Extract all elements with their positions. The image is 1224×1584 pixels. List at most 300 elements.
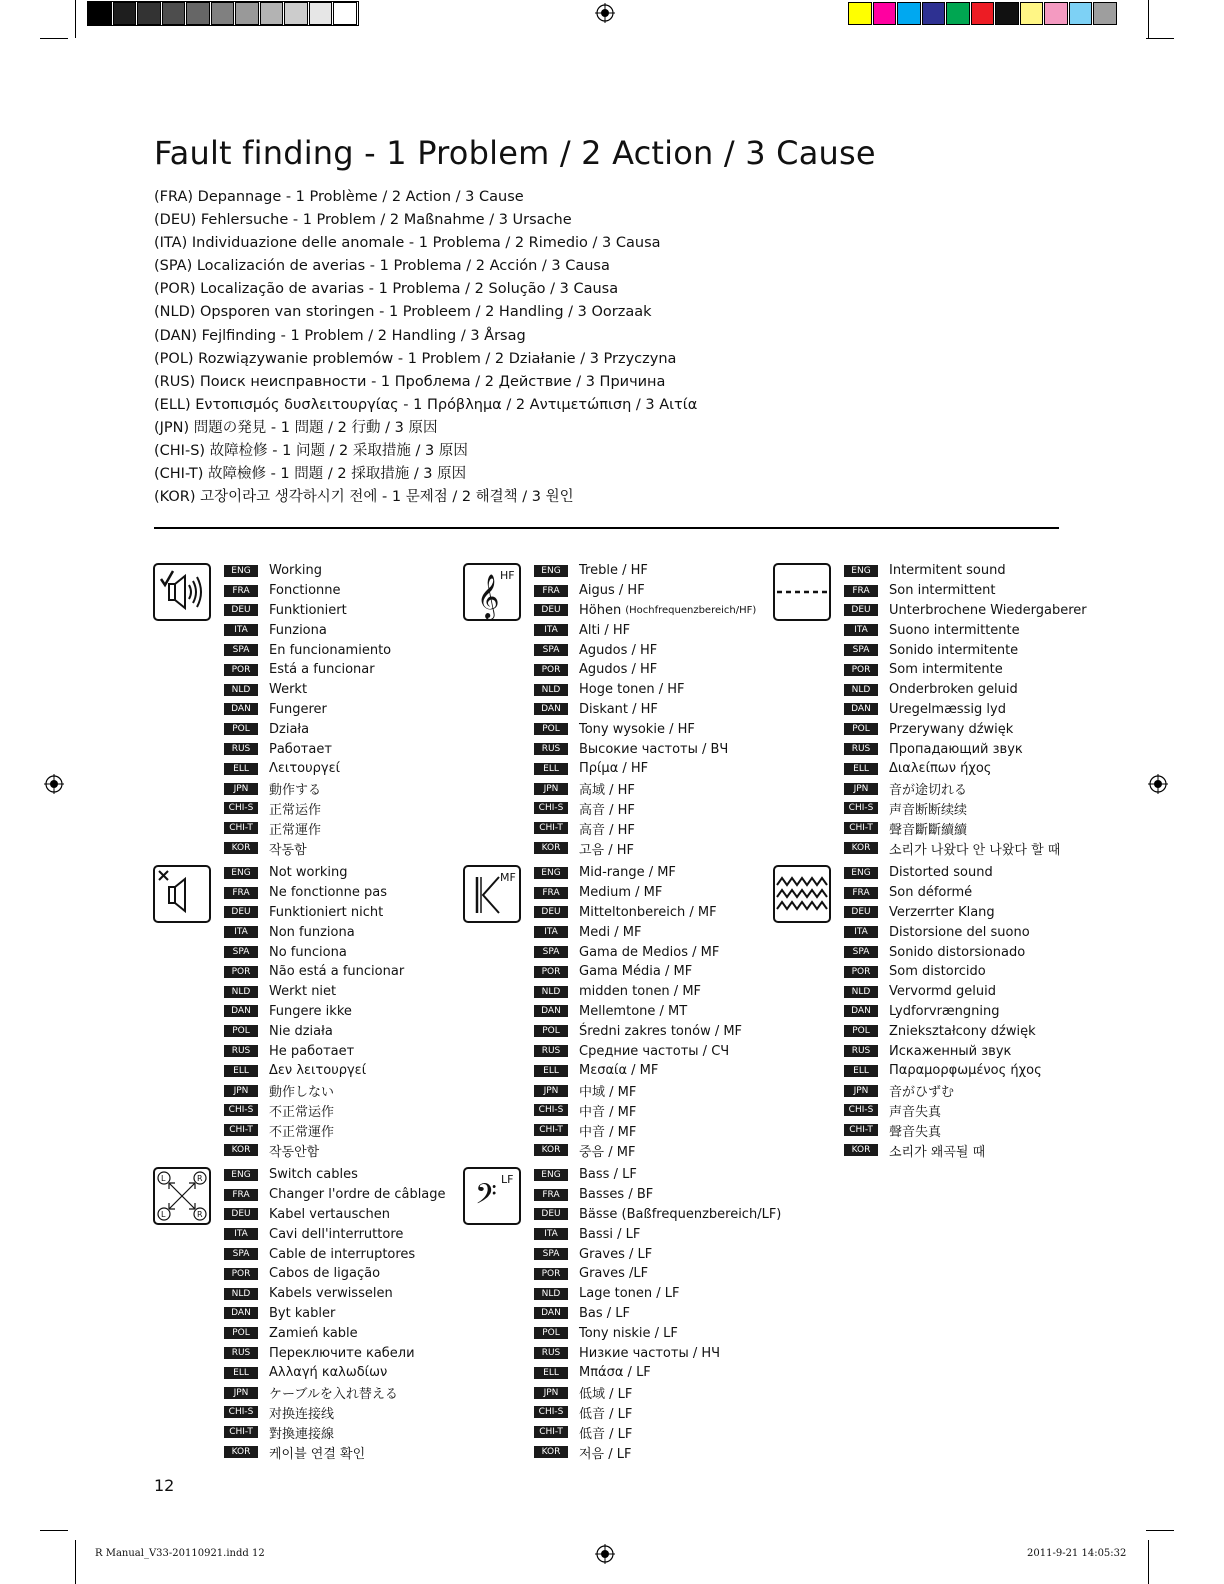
translation-text: Sonido distorsionado — [889, 944, 1026, 960]
language-code-badge: RUS — [844, 1045, 878, 1057]
translation-text: Λειτουργεί — [269, 761, 340, 777]
list-item — [534, 1442, 781, 1462]
language-code-badge: DEU — [844, 906, 878, 918]
language-code-badge: SPA — [844, 644, 878, 656]
page-title: Fault finding - 1 Problem / 2 Action / 3 Cause — [154, 134, 876, 172]
language-code-badge: NLD — [844, 986, 878, 998]
list-item — [534, 1165, 781, 1185]
color-swatch — [922, 2, 946, 25]
list-intermittent — [844, 561, 1087, 858]
language-code-badge: ELL — [844, 1065, 878, 1077]
language-code-badge: JPN — [224, 1387, 258, 1399]
list-item — [844, 1081, 1042, 1101]
translation-text: 音がひずむ — [889, 1085, 955, 1101]
translation-line: (CHI-S) 故障检修 - 1 问题 / 2 采取措施 / 3 原因 — [154, 443, 468, 460]
translation-text: Bassi / LF — [579, 1226, 641, 1242]
list-item — [224, 1021, 404, 1041]
list-item — [224, 581, 391, 601]
list-item — [224, 779, 391, 799]
list-item — [224, 601, 391, 621]
list-item — [224, 1403, 446, 1423]
language-code-badge: DAN — [534, 1005, 568, 1017]
language-code-badge: SPA — [224, 946, 258, 958]
list-not-working — [224, 863, 404, 1160]
list-item — [534, 601, 756, 621]
language-code-badge: KOR — [224, 1144, 258, 1156]
svg-text:HF: HF — [500, 569, 515, 582]
color-swatch — [1020, 2, 1044, 25]
svg-text:MF: MF — [500, 871, 516, 884]
language-code-badge: JPN — [844, 783, 878, 795]
translation-text: Werkt niet — [269, 984, 337, 1000]
list-item — [534, 660, 756, 680]
translation-text: 音が途切れる — [889, 783, 968, 799]
translation-text: Unterbrochene Wiedergaberer — [889, 602, 1087, 618]
translation-text: midden tonen / MF — [579, 984, 702, 1000]
list-item — [844, 719, 1087, 739]
list-item — [844, 883, 1042, 903]
language-code-badge: KOR — [534, 1446, 568, 1458]
translation-text: Working — [269, 563, 323, 579]
language-code-badge: CHI-T — [844, 1124, 878, 1136]
translation-text: Δεν λειτουργεί — [269, 1063, 367, 1079]
translation-text: 对换连接线 — [269, 1406, 335, 1422]
language-code-badge: ELL — [224, 763, 258, 775]
translation-text: Nie działa — [269, 1023, 333, 1039]
language-code-badge: FRA — [534, 585, 568, 597]
list-item — [534, 1343, 781, 1363]
translation-text: 不正常运作 — [269, 1104, 335, 1120]
language-code-badge: RUS — [224, 1045, 258, 1057]
language-code-badge: CHI-S — [534, 802, 568, 814]
translation-text: 低音 / LF — [579, 1406, 633, 1422]
language-code-badge: CHI-T — [534, 1426, 568, 1438]
language-code-badge: POR — [534, 966, 568, 978]
translation-text: Zniekształcony dźwięk — [889, 1023, 1036, 1039]
translation-text: 中域 / MF — [579, 1085, 637, 1101]
language-code-badge: KOR — [844, 842, 878, 854]
translation-text: 中音 / MF — [579, 1104, 637, 1120]
translation-line: (FRA) Depannage - 1 Problème / 2 Action / 3 Cause — [154, 189, 524, 205]
translation-text: Graves /LF — [579, 1266, 649, 1282]
color-swatch — [897, 2, 921, 25]
color-swatch — [211, 2, 235, 25]
language-code-badge: KOR — [224, 1446, 258, 1458]
list-item — [844, 838, 1087, 858]
list-item — [224, 1101, 404, 1121]
translation-text: Работает — [269, 741, 332, 757]
translation-text: Som intermitente — [889, 662, 1003, 678]
language-code-badge: POL — [224, 723, 258, 735]
list-item — [534, 1021, 742, 1041]
language-code-badge: CHI-S — [224, 1104, 258, 1116]
language-code-badge: CHI-T — [534, 1124, 568, 1136]
list-item — [844, 962, 1042, 982]
list-item — [224, 942, 404, 962]
language-code-badge: DAN — [534, 1307, 568, 1319]
translation-text: Alti / HF — [579, 622, 631, 638]
translation-line: (POR) Localização de avarias - 1 Problema / 2 Solução / 3 Causa — [154, 281, 619, 298]
list-item — [224, 1244, 446, 1264]
language-code-badge: FRA — [224, 1189, 258, 1201]
translation-text: Fonctionne — [269, 583, 341, 599]
list-item — [534, 1224, 781, 1244]
translation-text: Высокие частоты / ВЧ — [579, 741, 729, 757]
color-swatch — [995, 2, 1019, 25]
language-code-badge: POL — [224, 1327, 258, 1339]
language-code-badge: ENG — [534, 1169, 568, 1181]
language-code-badge: CHI-S — [844, 802, 878, 814]
bass-clef-icon — [463, 1167, 521, 1225]
language-code-badge: ENG — [844, 867, 878, 879]
translation-text: Kabels verwisselen — [269, 1286, 393, 1302]
list-item — [534, 982, 742, 1002]
translation-text: Διαλείπων ήχος — [889, 761, 992, 777]
translation-text: Mellemtone / MT — [579, 1003, 688, 1019]
language-code-badge: POR — [224, 664, 258, 676]
color-swatch — [113, 2, 137, 25]
language-code-badge: DEU — [534, 906, 568, 918]
translation-line: (RUS) Поиск неисправности - 1 Проблема / 2 Действие / 3 Причина — [154, 373, 666, 390]
language-code-badge: RUS — [534, 743, 568, 755]
language-code-badge: CHI-S — [224, 802, 258, 814]
translation-text: Tony wysokie / HF — [579, 721, 695, 737]
list-item — [224, 1264, 446, 1284]
translation-text: Suono intermittente — [889, 622, 1020, 638]
list-item — [224, 719, 391, 739]
translation-line: (DEU) Fehlersuche - 1 Problem / 2 Maßnahme / 3 Ursache — [154, 212, 572, 229]
color-bar — [848, 2, 1118, 25]
svg-text:L: L — [161, 1174, 166, 1183]
svg-text:𝄞: 𝄞 — [477, 574, 500, 618]
list-item — [844, 1140, 1042, 1160]
language-code-badge: FRA — [224, 887, 258, 899]
language-code-badge: JPN — [844, 1085, 878, 1097]
language-code-badge: DEU — [534, 604, 568, 616]
language-code-badge: POR — [534, 1268, 568, 1280]
translation-line: (JPN) 問題の発見 - 1 問題 / 2 行動 / 3 原因 — [154, 419, 438, 436]
crop-mark — [75, 0, 76, 38]
list-item — [534, 1081, 742, 1101]
list-item — [534, 1061, 742, 1081]
list-item — [534, 1205, 781, 1225]
translation-text: No funciona — [269, 944, 347, 960]
translation-text: Treble / HF — [579, 563, 648, 579]
color-swatch — [137, 2, 161, 25]
translation-text: Cabos de ligação — [269, 1266, 381, 1282]
list-item — [224, 1120, 404, 1140]
list-item — [534, 1120, 742, 1140]
translation-text: 声音断断续续 — [889, 802, 968, 818]
title-translations — [154, 186, 697, 509]
language-code-badge: ELL — [844, 763, 878, 775]
translation-text: 소리가 나왔다 안 나왔다 할 때 — [889, 842, 1061, 858]
language-code-badge: RUS — [844, 743, 878, 755]
list-item — [534, 680, 756, 700]
svg-text:LF: LF — [501, 1173, 514, 1186]
list-item — [224, 1185, 446, 1205]
list-item — [844, 903, 1042, 923]
language-code-badge: DEU — [224, 906, 258, 918]
midrange-icon — [463, 865, 521, 923]
list-item — [224, 982, 404, 1002]
list-item — [224, 922, 404, 942]
translation-text: Werkt — [269, 682, 308, 698]
language-code-badge: POR — [224, 966, 258, 978]
language-code-badge: ITA — [224, 926, 258, 938]
translation-text: Verzerrter Klang — [889, 904, 995, 920]
translation-text: Πρίμα / HF — [579, 761, 649, 777]
translation-text: 聲音斷斷續續 — [889, 822, 968, 838]
list-item — [534, 620, 756, 640]
language-code-badge: ENG — [534, 867, 568, 879]
language-code-badge: DEU — [844, 604, 878, 616]
list-item — [844, 1041, 1042, 1061]
list-distorted — [844, 863, 1042, 1160]
distorted-sound-icon — [773, 865, 831, 923]
list-item — [224, 883, 404, 903]
language-code-badge: NLD — [534, 684, 568, 696]
translation-text: Bass / LF — [579, 1167, 637, 1183]
language-code-badge: DAN — [224, 1005, 258, 1017]
translation-text: Diskant / HF — [579, 701, 658, 717]
list-item — [224, 660, 391, 680]
list-item — [844, 561, 1087, 581]
intermittent-sound-icon — [773, 563, 831, 621]
language-code-badge: CHI-T — [534, 822, 568, 834]
color-swatch — [88, 2, 112, 25]
list-switch-cables — [224, 1165, 446, 1462]
list-item — [844, 1002, 1042, 1022]
language-code-badge: NLD — [534, 1288, 568, 1300]
file-slug: R Manual_V33-20110921.indd 12 — [95, 1548, 265, 1559]
translation-text: Mitteltonbereich / MF — [579, 904, 717, 920]
language-code-badge: RUS — [224, 743, 258, 755]
list-item — [534, 818, 756, 838]
color-swatch — [333, 2, 357, 25]
list-item — [224, 1383, 446, 1403]
language-code-badge: NLD — [224, 684, 258, 696]
language-code-badge: ENG — [224, 565, 258, 577]
translation-text: Funziona — [269, 622, 327, 638]
list-item — [224, 561, 391, 581]
translation-text: Son déformé — [889, 885, 973, 901]
language-code-badge: POL — [534, 723, 568, 735]
list-item — [224, 1041, 404, 1061]
translation-text: 고음 / HF — [579, 842, 635, 858]
translation-text: Działa — [269, 721, 310, 737]
list-item — [844, 799, 1087, 819]
translation-text: Μεσαία / MF — [579, 1063, 659, 1079]
translation-text: 聲音失真 — [889, 1124, 942, 1140]
list-item — [534, 719, 756, 739]
language-code-badge: RUS — [534, 1347, 568, 1359]
translation-text: Gama de Medios / MF — [579, 944, 720, 960]
speaker-working-icon — [153, 563, 211, 621]
language-code-badge: POR — [844, 966, 878, 978]
language-code-badge: POL — [224, 1025, 258, 1037]
list-item — [224, 1284, 446, 1304]
list-item — [534, 1101, 742, 1121]
language-code-badge: CHI-T — [224, 822, 258, 834]
list-item — [534, 739, 756, 759]
language-code-badge: POR — [844, 664, 878, 676]
list-item — [534, 1185, 781, 1205]
list-item — [224, 863, 404, 883]
translation-text: 소리가 왜곡될 때 — [889, 1144, 986, 1160]
list-item — [224, 620, 391, 640]
list-item — [224, 680, 391, 700]
list-item — [224, 1205, 446, 1225]
page-number: 12 — [154, 1476, 175, 1495]
list-item — [224, 700, 391, 720]
list-item — [844, 700, 1087, 720]
translation-text: Fungerer — [269, 701, 327, 717]
list-item — [844, 739, 1087, 759]
color-swatch — [946, 2, 970, 25]
date-slug: 2011-9-21 14:05:32 — [1027, 1548, 1127, 1559]
language-code-badge: ITA — [224, 624, 258, 636]
color-swatch — [1044, 2, 1068, 25]
list-item — [844, 942, 1042, 962]
language-code-badge: DAN — [844, 1005, 878, 1017]
translation-line: (POL) Rozwiązywanie problemów - 1 Problem / 2 Działanie / 3 Przyczyna — [154, 350, 677, 367]
language-code-badge: ELL — [224, 1367, 258, 1379]
list-item — [844, 660, 1087, 680]
treble-clef-icon — [463, 563, 521, 621]
translation-text: Низкие частоты / НЧ — [579, 1345, 721, 1361]
language-code-badge: FRA — [534, 887, 568, 899]
list-item — [844, 759, 1087, 779]
translation-text: Lydforvrængning — [889, 1003, 1000, 1019]
list-item — [534, 1041, 742, 1061]
list-item — [534, 1244, 781, 1264]
language-code-badge: KOR — [534, 842, 568, 854]
translation-text: Ne fonctionne pas — [269, 885, 388, 901]
translation-text: 声音失真 — [889, 1104, 942, 1120]
translation-line: (ITA) Individuazione delle anomale - 1 Problema / 2 Rimedio / 3 Causa — [154, 235, 661, 252]
list-item — [844, 1101, 1042, 1121]
svg-text:R: R — [197, 1174, 203, 1183]
language-code-badge: DAN — [844, 703, 878, 715]
translation-text: Lage tonen / LF — [579, 1286, 680, 1302]
translation-text: 中音 / MF — [579, 1124, 637, 1140]
list-item — [844, 779, 1087, 799]
color-swatch — [162, 2, 186, 25]
translation-line: (SPA) Localización de averias - 1 Problema / 2 Acción / 3 Causa — [154, 258, 610, 275]
list-item — [844, 818, 1087, 838]
registration-mark-icon — [44, 774, 64, 794]
list-item — [224, 739, 391, 759]
translation-line: (DAN) Fejlfinding - 1 Problem / 2 Handling / 3 Årsag — [154, 327, 526, 344]
translation-text: Non funziona — [269, 924, 355, 940]
translation-text: 중음 / MF — [579, 1144, 636, 1160]
translation-text: Bas / LF — [579, 1305, 631, 1321]
translation-text: Αλλαγή καλωδίων — [269, 1365, 388, 1381]
translation-text: 動作する — [269, 783, 322, 799]
list-item — [224, 1224, 446, 1244]
registration-mark-icon — [595, 3, 615, 23]
color-swatch — [260, 2, 284, 25]
language-code-badge: SPA — [534, 1248, 568, 1260]
list-item — [224, 1081, 404, 1101]
translation-text: Byt kabler — [269, 1305, 336, 1321]
list-working — [224, 561, 391, 858]
translation-text: 正常运作 — [269, 802, 322, 818]
list-item — [844, 581, 1087, 601]
language-code-badge: POL — [844, 723, 878, 735]
list-item — [534, 883, 742, 903]
language-code-badge: SPA — [224, 1248, 258, 1260]
language-code-badge: ELL — [534, 763, 568, 775]
language-code-badge: ELL — [534, 1367, 568, 1379]
language-code-badge: POR — [224, 1268, 258, 1280]
translation-line: (CHI-T) 故障檢修 - 1 問題 / 2 採取措施 / 3 原因 — [154, 466, 467, 483]
translation-text: Kabel vertauschen — [269, 1206, 390, 1222]
color-swatch — [309, 2, 333, 25]
list-item — [534, 640, 756, 660]
translation-text: 작동안함 — [269, 1144, 320, 1160]
language-code-badge: POL — [534, 1327, 568, 1339]
language-code-badge: FRA — [844, 585, 878, 597]
language-code-badge: ENG — [844, 565, 878, 577]
translation-text: Agudos / HF — [579, 642, 658, 658]
list-item — [534, 700, 756, 720]
translation-text: Está a funcionar — [269, 662, 375, 678]
translation-text: 動作しない — [269, 1085, 335, 1101]
list-item — [534, 1284, 781, 1304]
list-item — [534, 922, 742, 942]
color-swatch — [848, 2, 872, 25]
list-item — [224, 838, 391, 858]
language-code-badge: CHI-T — [224, 1124, 258, 1136]
color-swatch — [186, 2, 210, 25]
language-code-badge: CHI-S — [534, 1406, 568, 1418]
translation-text: Przerywany dźwięk — [889, 721, 1014, 737]
language-code-badge: ENG — [224, 1169, 258, 1181]
translation-text: 不正常運作 — [269, 1124, 335, 1140]
svg-text:𝄢: 𝄢 — [475, 1178, 497, 1218]
language-code-badge: SPA — [534, 946, 568, 958]
language-code-badge: CHI-S — [224, 1406, 258, 1418]
list-item — [844, 1021, 1042, 1041]
translation-text: Not working — [269, 865, 348, 881]
translation-text: Medium / MF — [579, 885, 663, 901]
translation-text: Distorsione del suono — [889, 924, 1030, 940]
list-item — [534, 1403, 781, 1423]
translation-text: Agudos / HF — [579, 662, 658, 678]
list-item — [224, 640, 391, 660]
translation-text: Uregelmæssig lyd — [889, 701, 1006, 717]
list-item — [844, 1061, 1042, 1081]
translation-text: Zamień kable — [269, 1325, 358, 1341]
list-item — [534, 1264, 781, 1284]
list-item — [224, 1061, 404, 1081]
translation-text: Distorted sound — [889, 865, 993, 881]
language-code-badge: ITA — [224, 1228, 258, 1240]
translation-text: Hoge tonen / HF — [579, 682, 685, 698]
language-code-badge: ELL — [534, 1065, 568, 1077]
language-code-badge: RUS — [224, 1347, 258, 1359]
translation-text: Gama Média / MF — [579, 964, 693, 980]
language-code-badge: NLD — [224, 1288, 258, 1300]
language-code-badge: NLD — [534, 986, 568, 998]
list-item — [844, 601, 1087, 621]
color-swatch — [971, 2, 995, 25]
list-treble — [534, 561, 756, 858]
list-item — [844, 640, 1087, 660]
translation-text: Funktioniert nicht — [269, 904, 384, 920]
